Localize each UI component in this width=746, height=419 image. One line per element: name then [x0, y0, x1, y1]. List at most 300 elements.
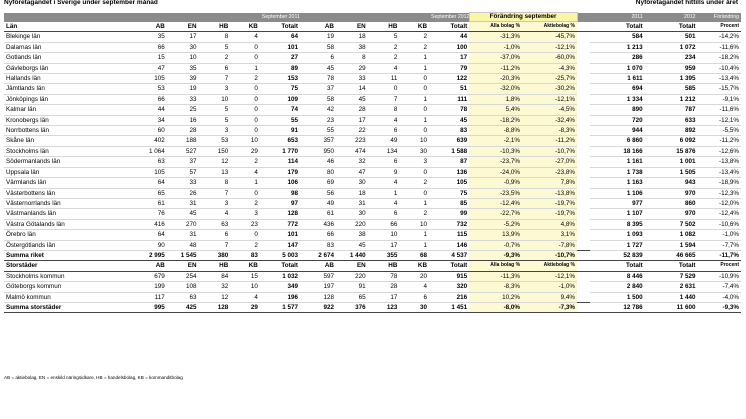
cell: 1 770 — [260, 146, 300, 156]
cell: 66 — [300, 230, 336, 240]
cell: 10 — [167, 53, 199, 63]
cell: 22 — [336, 126, 368, 136]
cell: 3,1% — [522, 230, 577, 240]
cell: 101 — [260, 230, 300, 240]
cell: 3 — [199, 126, 231, 136]
cell: -24,0% — [469, 167, 522, 177]
cell: 5 — [199, 42, 231, 52]
cell: -23,7% — [469, 157, 522, 167]
spacer — [577, 157, 590, 167]
cell: -20,3% — [469, 74, 522, 84]
table-row — [4, 32, 741, 42]
cell: 150 — [199, 146, 231, 156]
table-row — [4, 271, 741, 281]
spacer — [577, 74, 590, 84]
cell: 85 — [429, 198, 469, 208]
cell: 1 072 — [645, 42, 698, 52]
spacer — [577, 53, 590, 63]
cell: 8 — [368, 105, 400, 115]
cell: -13,4% — [698, 167, 741, 177]
cell: 66 — [131, 94, 167, 104]
cell: 9,4% — [522, 292, 577, 302]
cell: 13,9% — [469, 230, 522, 240]
cell: -4,5% — [522, 105, 577, 115]
cell: 1 594 — [645, 240, 698, 250]
cell: 61 — [131, 198, 167, 208]
cell: 223 — [336, 136, 368, 146]
cell: 100 — [429, 42, 469, 52]
cell: 2 — [230, 157, 260, 167]
table-row — [4, 240, 741, 250]
cell: -8,0% — [469, 302, 522, 312]
cell: 349 — [260, 282, 300, 292]
cell: 58 — [300, 42, 336, 52]
cell: 45 — [336, 94, 368, 104]
cell: -8,3% — [522, 126, 577, 136]
cell: 14 — [336, 84, 368, 94]
cell: 1 — [230, 63, 260, 73]
cell: 34 — [131, 115, 167, 125]
cell: -32,4% — [522, 115, 577, 125]
cell: 37 — [300, 84, 336, 94]
cell: 74 — [260, 105, 300, 115]
cell: 55 — [260, 115, 300, 125]
cell: 30 — [399, 302, 429, 312]
cell: EN — [167, 261, 199, 271]
cell: 1 213 — [590, 42, 645, 52]
cell: 27 — [260, 53, 300, 63]
row-label: Kronobergs län — [4, 115, 131, 125]
cell: 66 — [368, 219, 400, 229]
cell: -10,9% — [698, 271, 741, 281]
table-row — [4, 188, 741, 198]
cell: 25 — [167, 105, 199, 115]
cell: -11,7% — [698, 250, 741, 260]
cell: 922 — [300, 302, 336, 312]
cell: 286 — [590, 53, 645, 63]
cell: 15 876 — [645, 146, 698, 156]
cell: -9,3% — [698, 302, 741, 312]
cell: -12,4% — [469, 198, 522, 208]
cell: 76 — [131, 209, 167, 219]
cell: -19,7% — [522, 198, 577, 208]
cell: 13 — [199, 167, 231, 177]
table-row — [4, 105, 741, 115]
cell: 53 — [199, 136, 231, 146]
cell: 117 — [131, 292, 167, 302]
cell: 19 — [300, 32, 336, 42]
cell: 39 — [167, 74, 199, 84]
cell: 1 001 — [645, 157, 698, 167]
cell: 597 — [300, 271, 336, 281]
cell: 146 — [429, 240, 469, 250]
cell: -8,3% — [469, 282, 522, 292]
row-label: Hallands län — [4, 74, 131, 84]
cell: HB — [368, 22, 400, 32]
cell: 10 — [230, 282, 260, 292]
cell: 234 — [645, 53, 698, 63]
cell: Totalt — [590, 22, 645, 32]
cell: -1,0% — [522, 282, 577, 292]
cell: 33 — [336, 74, 368, 84]
cell: 4 — [368, 63, 400, 73]
table-row — [4, 178, 741, 188]
cell: 105 — [131, 167, 167, 177]
spacer — [577, 219, 590, 229]
cell: 64 — [260, 32, 300, 42]
cell: 1 — [399, 240, 429, 250]
cell: 0 — [399, 167, 429, 177]
cell: 890 — [590, 105, 645, 115]
cell: 1 738 — [590, 167, 645, 177]
cell: 23 — [300, 115, 336, 125]
cell: 46 665 — [645, 250, 698, 260]
cell: 47 — [336, 167, 368, 177]
row-label: Malmö kommun — [4, 292, 131, 302]
spacer — [577, 198, 590, 208]
cell: 42 — [300, 105, 336, 115]
cell: 6 — [368, 157, 400, 167]
cell: 57 — [167, 167, 199, 177]
cell: -12,3% — [698, 188, 741, 198]
cell: 4 — [199, 209, 231, 219]
cell: -12,1% — [522, 42, 577, 52]
table-row — [4, 84, 741, 94]
cell: 5 003 — [260, 250, 300, 260]
cell: -19,7% — [522, 209, 577, 219]
cell: 0 — [230, 42, 260, 52]
cell: -32,0% — [469, 84, 522, 94]
cell: -13,8% — [698, 157, 741, 167]
cell: 5 — [199, 115, 231, 125]
cell: -9,3% — [469, 250, 522, 260]
cell: 29 — [336, 63, 368, 73]
cell: 584 — [590, 32, 645, 42]
cell: 0 — [230, 94, 260, 104]
row-label: Summa storstäder — [4, 302, 131, 312]
cell: 7 — [199, 240, 231, 250]
cell: 6 — [199, 63, 231, 73]
cell: 64 — [131, 230, 167, 240]
cell: 15 — [230, 271, 260, 281]
cell: 679 — [131, 271, 167, 281]
band-sep-2011: September 2011 — [261, 14, 300, 20]
cell: 30 — [336, 178, 368, 188]
cell: 49 — [368, 136, 400, 146]
cell: 970 — [645, 209, 698, 219]
cell: 8 395 — [590, 219, 645, 229]
table-row — [4, 209, 741, 219]
cell: 787 — [645, 105, 698, 115]
cell: 10 — [399, 136, 429, 146]
cell: 2 — [199, 53, 231, 63]
cell: -12,4% — [698, 209, 741, 219]
cell: 44 — [131, 105, 167, 115]
report-title: Nyföretagandet i Sverige under september månad — [4, 0, 158, 6]
row-label: Län — [4, 22, 131, 32]
cell: 17 — [368, 292, 400, 302]
row-label: Västra Götalands län — [4, 219, 131, 229]
cell: 3 — [199, 84, 231, 94]
cell: -0,9% — [469, 178, 522, 188]
cell: 2 674 — [300, 250, 336, 260]
cell: 355 — [368, 250, 400, 260]
spacer — [577, 167, 590, 177]
cell: 216 — [429, 292, 469, 302]
spacer — [577, 126, 590, 136]
table-row — [4, 136, 741, 146]
cell: 10 — [399, 219, 429, 229]
cell: 45 — [429, 115, 469, 125]
cell: 105 — [429, 178, 469, 188]
cell: Aktiebolag % — [522, 22, 577, 32]
cell: 188 — [167, 136, 199, 146]
cell: 633 — [645, 115, 698, 125]
spacer — [577, 230, 590, 240]
spacer — [577, 136, 590, 146]
spacer — [577, 250, 590, 260]
cell: 639 — [429, 136, 469, 146]
cell: 320 — [429, 282, 469, 292]
cell: 7 — [368, 94, 400, 104]
band-change-september: Förändring september — [469, 13, 577, 22]
cell: 1 — [399, 115, 429, 125]
cell: 970 — [645, 188, 698, 198]
cell: 720 — [590, 115, 645, 125]
cell: 1 093 — [590, 230, 645, 240]
cell: 474 — [336, 146, 368, 156]
cell: 0 — [399, 105, 429, 115]
spacer — [577, 94, 590, 104]
band-2012: 2012 — [645, 13, 698, 22]
cell: 83 — [230, 250, 260, 260]
cell: 1 440 — [336, 250, 368, 260]
table-row — [4, 198, 741, 208]
cell: 1 — [399, 94, 429, 104]
cell: 1 727 — [590, 240, 645, 250]
cell: -10,7% — [522, 250, 577, 260]
cell: -18,9% — [698, 178, 741, 188]
cell: -12,1% — [522, 271, 577, 281]
cell: 9 — [368, 167, 400, 177]
cell: 10,2% — [469, 292, 522, 302]
cell: 122 — [429, 74, 469, 84]
table-row — [4, 146, 741, 156]
spacer — [577, 209, 590, 219]
cell: 694 — [590, 84, 645, 94]
cell: 123 — [368, 302, 400, 312]
cell: -11,2% — [698, 136, 741, 146]
cell: 179 — [260, 167, 300, 177]
spacer — [577, 115, 590, 125]
cell: 49 — [300, 198, 336, 208]
cell: 0 — [230, 115, 260, 125]
table-row — [4, 282, 741, 292]
cell: 69 — [300, 178, 336, 188]
cell: 1 — [399, 63, 429, 73]
cell: 1,8% — [469, 94, 522, 104]
cell: 75 — [429, 188, 469, 198]
cell: AB — [131, 22, 167, 32]
cell: 950 — [300, 146, 336, 156]
cell: 111 — [429, 94, 469, 104]
cell: 31 — [167, 230, 199, 240]
cell: 64 — [131, 178, 167, 188]
cell: 1 212 — [645, 94, 698, 104]
cell: 26 — [167, 188, 199, 198]
band-change-ytd: Förändring — [698, 13, 741, 22]
cell: 30 — [336, 209, 368, 219]
cell: 6 860 — [590, 136, 645, 146]
cell: 8 — [336, 53, 368, 63]
cell: 47 — [131, 63, 167, 73]
cell: 416 — [131, 219, 167, 229]
cell: -10,4% — [698, 63, 741, 73]
cell: 115 — [429, 230, 469, 240]
row-label: Jämtlands län — [4, 84, 131, 94]
cell: HB — [199, 22, 231, 32]
cell: 44 — [429, 32, 469, 42]
cell: 7 529 — [645, 271, 698, 281]
cell: 2 — [230, 74, 260, 84]
cell: -4,0% — [698, 292, 741, 302]
cell: 944 — [590, 126, 645, 136]
cell: -15,7% — [698, 84, 741, 94]
cell: 6 — [300, 53, 336, 63]
cell: 0 — [230, 105, 260, 115]
cell: Totalt — [429, 22, 469, 32]
cell: HB — [199, 261, 231, 271]
cell: 60 — [131, 126, 167, 136]
row-label: Östergötlands län — [4, 240, 131, 250]
cell: 2 — [399, 42, 429, 52]
cell: 108 — [167, 282, 199, 292]
spacer — [577, 146, 590, 156]
table-row — [4, 42, 741, 52]
cell: 2 — [368, 42, 400, 52]
cell: 29 — [230, 146, 260, 156]
row-label: Stockholms län — [4, 146, 131, 156]
cell: 0 — [399, 126, 429, 136]
row-label: Jönköpings län — [4, 94, 131, 104]
footnote: AB = aktiebolag, EN = enskild näringsidkare, HB = handelsbolag, KB = kommanditbolag — [4, 375, 183, 380]
cell: 197 — [300, 282, 336, 292]
cell: 1 500 — [590, 292, 645, 302]
cell: 220 — [336, 271, 368, 281]
cell: 37 — [167, 157, 199, 167]
cell: 357 — [300, 136, 336, 146]
period-band — [4, 13, 741, 22]
cell: -37,0% — [469, 53, 522, 63]
cell: 32 — [199, 282, 231, 292]
cell: 46 — [300, 157, 336, 167]
cell: Totalt — [260, 22, 300, 32]
table-row — [4, 63, 741, 73]
cell: 8 — [199, 32, 231, 42]
cell: 3 — [230, 209, 260, 219]
spacer — [577, 302, 590, 312]
cell: 4 — [230, 167, 260, 177]
spacer — [577, 292, 590, 302]
cell: 10 — [199, 94, 231, 104]
cell: -11,2% — [522, 136, 577, 146]
cell: 90 — [131, 240, 167, 250]
cell: 114 — [260, 157, 300, 167]
cell: 17 — [336, 115, 368, 125]
cell: 4 — [368, 178, 400, 188]
table-row — [4, 94, 741, 104]
cell: 105 — [131, 74, 167, 84]
cell: 0 — [230, 53, 260, 63]
cell: -13,4% — [698, 74, 741, 84]
cell: -7,4% — [698, 282, 741, 292]
cell: 1 — [399, 198, 429, 208]
cell: 6 — [199, 230, 231, 240]
cell: 78 — [300, 74, 336, 84]
cell: Totalt — [645, 261, 698, 271]
cell: 1 451 — [429, 302, 469, 312]
cell: 199 — [131, 282, 167, 292]
cell: 109 — [260, 94, 300, 104]
spacer — [577, 178, 590, 188]
cell: 4,8% — [522, 219, 577, 229]
cell: 28 — [167, 126, 199, 136]
cell: 30 — [167, 42, 199, 52]
cell: 12 — [199, 292, 231, 302]
cell: 4 — [368, 115, 400, 125]
cell: 7 502 — [645, 219, 698, 229]
row-label: Västernorrlands län — [4, 198, 131, 208]
cell: 0 — [368, 84, 400, 94]
spacer — [577, 261, 590, 271]
cell: 89 — [260, 63, 300, 73]
cell: -18,2% — [469, 115, 522, 125]
cell: 101 — [260, 42, 300, 52]
cell: -18,2% — [698, 53, 741, 63]
row-label: Gävleborgs län — [4, 63, 131, 73]
cell: -7,3% — [522, 302, 577, 312]
cell: -10,3% — [469, 146, 522, 156]
cell: 68 — [399, 250, 429, 260]
cell: 1 577 — [260, 302, 300, 312]
cell: -25,7% — [522, 74, 577, 84]
cell: 10 — [230, 136, 260, 146]
row-label: Summa riket — [4, 250, 131, 260]
cell: 2 840 — [590, 282, 645, 292]
row-label: Blekinge län — [4, 32, 131, 42]
cell: 17 — [429, 53, 469, 63]
cell: 4 — [368, 198, 400, 208]
cell: 38 — [336, 42, 368, 52]
cell: 436 — [300, 219, 336, 229]
spacer — [577, 188, 590, 198]
cell: 128 — [199, 302, 231, 312]
cell: 11 600 — [645, 302, 698, 312]
cell: 10 — [368, 230, 400, 240]
table-row — [4, 292, 741, 302]
table-row — [4, 230, 741, 240]
cell: Procent — [698, 22, 741, 32]
cell: 55 — [300, 126, 336, 136]
cell: KB — [230, 261, 260, 271]
cell: 91 — [336, 282, 368, 292]
cell: 0 — [230, 84, 260, 94]
cell: 2 — [399, 32, 429, 42]
row-label: Storstäder — [4, 261, 131, 271]
cell: 3 — [199, 198, 231, 208]
cell: 0 — [399, 74, 429, 84]
cell: 35 — [131, 32, 167, 42]
